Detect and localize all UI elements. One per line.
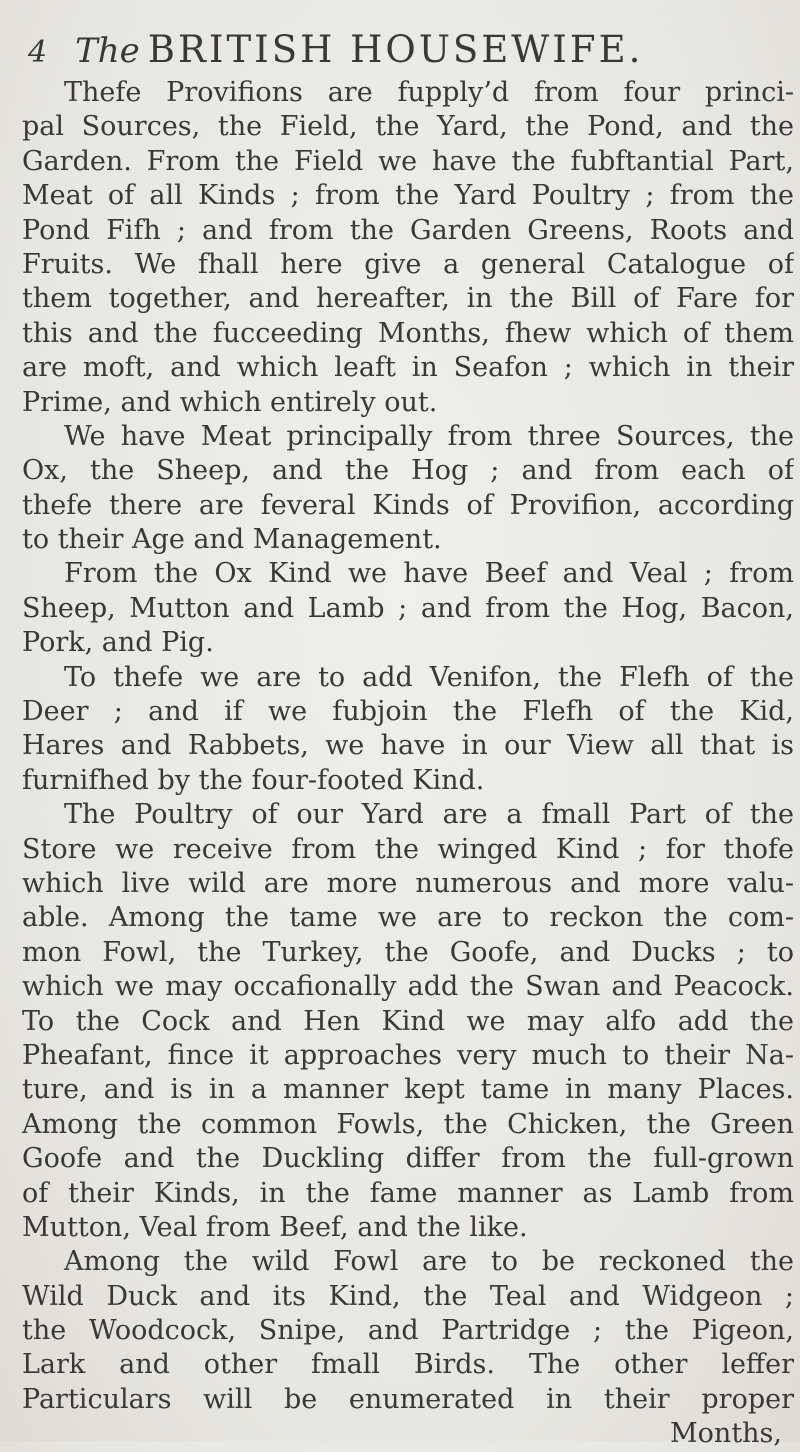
text-line: mon Fowl, the Turkey, the Goofe, and Ducks ; to	[22, 936, 794, 968]
text-line: Wild Duck and its Kind, the Teal and Widgeon ;	[22, 1280, 794, 1312]
text-line: ture, and is in a manner kept tame in many Places.	[22, 1074, 794, 1106]
text-line: Deer ; and if we fubjoin the Flefh of the Kid,	[22, 696, 794, 728]
text-line: Garden. From the Field we have the fubftantial Part,	[22, 145, 794, 177]
text-line: Prime, and which entirely out.	[22, 386, 438, 418]
text-line: To thefe we are to add Venifon, the Flefh of the	[64, 661, 794, 693]
page-number: 4	[28, 35, 50, 70]
text-line: Hares and Rabbets, we have in our View all that is	[22, 730, 794, 762]
text-line: to their Age and Management.	[22, 524, 442, 556]
text-line: Pork, and Pig.	[22, 627, 214, 659]
text-line: furnifhed by the four-footed Kind.	[22, 764, 485, 796]
text-line: From the Ox Kind we have Beef and Veal ; from	[64, 558, 794, 590]
text-line: of their Kinds, in the fame manner as Lamb from	[22, 1177, 794, 1209]
text-line: thefe there are feveral Kinds of Provifion, according	[22, 489, 794, 521]
text-line: which we may occafionally add the Swan and Peacock.	[22, 971, 794, 1003]
text-line: able. Among the tame we are to reckon the com-	[22, 902, 794, 934]
text-line: them together, and hereafter, in the Bill of Fare for	[22, 283, 794, 315]
text-line: Mutton, Veal from Beef, and the like.	[22, 1211, 528, 1243]
text-line: Sheep, Mutton and Lamb ; and from the Hog, Bacon,	[22, 592, 794, 624]
text-line: The Poultry of our Yard are a fmall Part of the	[64, 799, 794, 831]
text-line: pal Sources, the Field, the Yard, the Pond, and the	[22, 111, 794, 143]
running-header	[28, 20, 788, 80]
running-title-article: The	[75, 31, 140, 71]
text-line: Pond Fifh ; and from the Garden Greens, Roots and	[22, 214, 794, 246]
text-line: We have Meat principally from three Sources, the	[64, 420, 794, 452]
text-line: which live wild are more numerous and more valu-	[22, 867, 794, 899]
text-line: To the Cock and Hen Kind we may alfo add the	[22, 1005, 794, 1037]
text-line: this and the fucceeding Months, fhew which of them	[22, 317, 794, 349]
text-line: Store we receive from the winged Kind ; for thofe	[22, 833, 794, 865]
running-title: BRITISH HOUSEWIFE.	[147, 28, 644, 71]
text-line: Among the wild Fowl are to be reckoned the	[64, 1246, 794, 1278]
text-line: Particulars will be enumerated in their proper	[22, 1383, 794, 1415]
text-line: Pheafant, fince it approaches very much to their Na-	[22, 1039, 794, 1071]
body-text	[22, 76, 794, 1452]
text-line: Among the common Fowls, the Chicken, the Green	[22, 1108, 794, 1140]
text-line: Fruits. We fhall here give a general Catalogue of	[22, 248, 794, 280]
text-line: Lark and other fmall Birds. The other leffer	[22, 1349, 794, 1381]
text-line: Goofe and the Duckling differ from the full-grown	[22, 1143, 794, 1175]
text-line: the Woodcock, Snipe, and Partridge ; the Pigeon,	[22, 1315, 794, 1347]
text-line: Ox, the Sheep, and the Hog ; and from each of	[22, 455, 794, 487]
text-line: Meat of all Kinds ; from the Yard Poultry ; from the	[22, 180, 794, 212]
text-line: Months,	[670, 1418, 782, 1450]
text-line: Thefe Provifions are fupply’d from four princi-	[64, 77, 794, 108]
text-line: are moft, and which leaft in Seafon ; which in their	[22, 352, 794, 384]
